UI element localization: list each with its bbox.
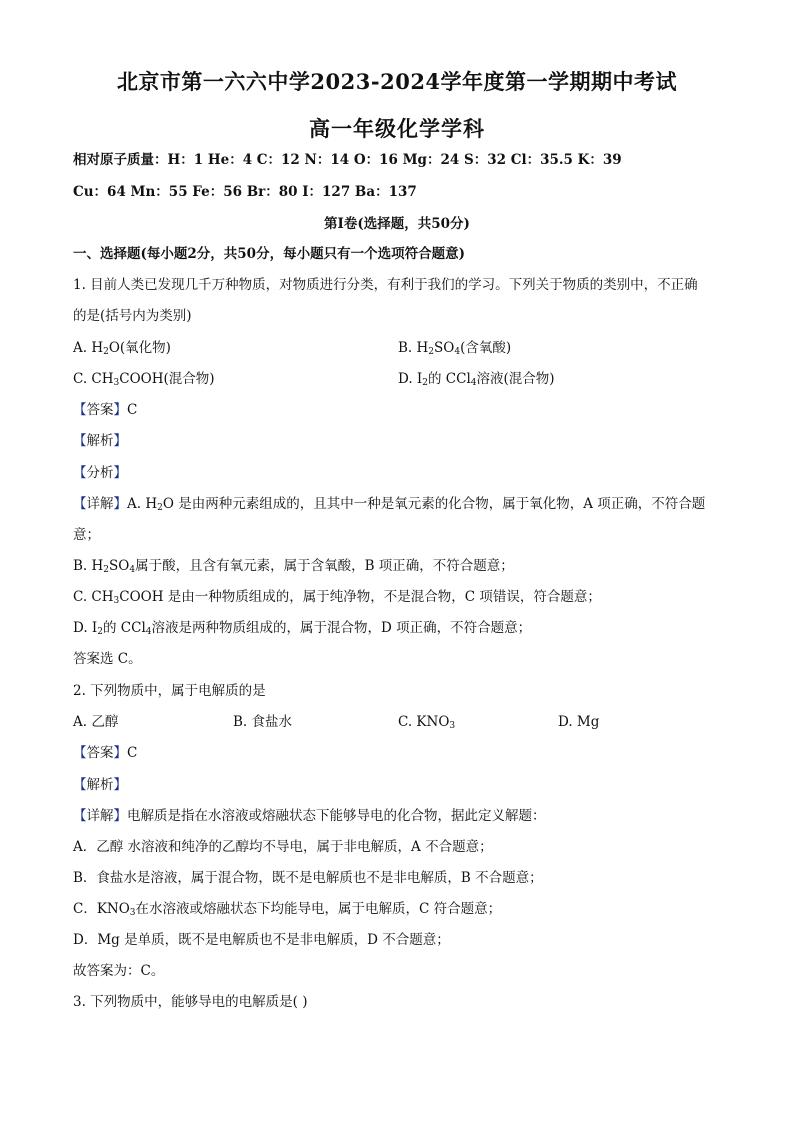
q1-stem-line-1: 1. 目前人类已发现几千万种物质，对物质进行分类，有利于我们的学习。下列关于物质的类别中，不正确 <box>73 277 698 293</box>
fenxi-label: 分析 <box>86 465 114 481</box>
q1-option-d-post: 溶液(混合物) <box>476 371 555 387</box>
q3-stem: 3. 下列物质中，能够导电的电解质是( ) <box>73 994 308 1010</box>
q2-analysis-label <box>73 776 127 794</box>
q1-option-b <box>398 339 511 357</box>
atomic-mass-line-2: Cu：64 Mn：55 Fe：56 Br：80 I：127 Ba：137 <box>73 184 417 200</box>
q1-detail-a-pre: A. H <box>127 496 158 512</box>
bracket-close: 】 <box>113 808 127 824</box>
bracket-open: 【 <box>73 745 87 761</box>
q1-option-d <box>398 370 555 388</box>
q1-analysis-label <box>73 432 127 450</box>
q1-conclusion: 答案选 C。 <box>73 651 142 667</box>
q1-detail-b-post: 属于酸，且含有氧元素，属于含氧酸，B 项正确，不符合题意； <box>135 558 514 574</box>
q1-option-c-post: COOH(混合物) <box>119 371 215 387</box>
exam-title: 北京市第一六六中学2023-2024学年度第一学期期中考试 <box>116 69 678 94</box>
q2-detail-d: D．Mg 是单质，既不是电解质也不是非电解质，D 不合题意； <box>73 932 450 948</box>
bracket-close: 】 <box>113 745 127 761</box>
volume-title: 第Ⅰ卷(选择题，共50分) <box>324 216 470 232</box>
q1-detail-a-line-2: 意； <box>73 527 100 543</box>
answer-label: 答案 <box>86 402 114 418</box>
q2-detail-a: A．乙醇 水溶液和纯净的乙醇均不导电，属于非电解质，A 不合题意； <box>73 839 493 855</box>
q1-detail-b-mid: SO <box>109 558 130 574</box>
bracket-close: 】 <box>113 402 127 418</box>
bracket-open: 【 <box>73 496 87 512</box>
q1-option-d-sub1: 2 <box>422 378 428 388</box>
bracket-close: 】 <box>113 496 127 512</box>
q1-detail-c <box>73 588 601 606</box>
q1-answer-value: C <box>127 402 138 418</box>
bracket-close: 】 <box>113 777 127 793</box>
q1-detail-c-pre: C. CH <box>73 589 114 605</box>
q2-detail-intro-text: 电解质是指在水溶液或熔融状态下能够导电的化合物，据此定义解题： <box>127 808 546 824</box>
q1-option-a-pre: A. H <box>73 340 104 356</box>
q1-detail-d-sub1: 2 <box>97 627 103 637</box>
q1-option-a-sub: 2 <box>103 347 109 357</box>
q1-option-b-sub2: 4 <box>454 347 461 357</box>
bracket-open: 【 <box>73 433 87 449</box>
q2-option-b: B. 食盐水 <box>233 714 293 730</box>
exam-subtitle: 高一年级化学学科 <box>309 116 485 141</box>
q1-option-c-sub: 3 <box>113 378 120 388</box>
q1-detail-b <box>73 557 514 575</box>
q1-detail-c-post: COOH 是由一种物质组成的，属于纯净物，不是混合物，C 项错误，符合题意； <box>119 589 601 605</box>
bracket-open: 【 <box>73 808 87 824</box>
q1-option-d-sub2: 4 <box>470 378 477 388</box>
q1-detail-d <box>73 619 531 637</box>
q1-detail-d-pre: D. I <box>73 620 98 636</box>
q2-option-d: D. Mg <box>558 714 600 730</box>
q1-option-b-sub1: 2 <box>428 347 435 357</box>
q1-option-c-pre: C. CH <box>73 371 114 387</box>
q1-option-d-mid: 的 CCl <box>428 371 471 387</box>
q1-detail-c-sub: 3 <box>113 596 120 606</box>
q1-detail-b-sub1: 2 <box>103 565 110 575</box>
bracket-open: 【 <box>73 777 87 793</box>
q2-option-c-sub: 3 <box>449 721 456 731</box>
analysis-label: 解析 <box>86 777 114 793</box>
q1-option-a-post: O(氧化物) <box>108 340 171 356</box>
q1-option-b-post: (含氧酸) <box>460 340 512 356</box>
part-title: 一、选择题(每小题2分，共50分，每小题只有一个选项符合题意) <box>73 246 465 262</box>
q2-detail-intro <box>73 807 546 825</box>
q2-conclusion: 故答案为：C。 <box>73 963 165 979</box>
q1-fenxi-label <box>73 464 127 482</box>
q2-answer-value: C <box>127 745 138 761</box>
q1-detail-b-sub2: 4 <box>129 565 136 575</box>
q1-detail-a <box>73 495 705 513</box>
q2-stem: 2. 下列物质中，属于电解质的是 <box>73 683 266 699</box>
q1-option-b-mid: SO <box>434 340 455 356</box>
answer-label: 答案 <box>86 745 114 761</box>
bracket-open: 【 <box>73 465 87 481</box>
q2-option-c-pre: C. KNO <box>398 714 450 730</box>
bracket-close: 】 <box>113 433 127 449</box>
q1-stem-line-2: 的是(括号内为类别) <box>73 308 192 324</box>
q1-detail-a-sub: 2 <box>157 503 163 513</box>
analysis-label: 解析 <box>86 433 114 449</box>
q1-detail-b-pre: B. H <box>73 558 104 574</box>
q2-detail-c-pre: C．KNO <box>73 901 130 917</box>
q1-option-c <box>73 370 215 388</box>
q2-detail-c-post: 在水溶液或熔融状态下均能导电，属于电解质，C 符合题意； <box>135 901 502 917</box>
q2-option-c <box>398 713 455 731</box>
q2-detail-c-sub: 3 <box>129 908 136 918</box>
q1-detail-d-mid: 的 CCl <box>103 620 146 636</box>
q2-detail-b: B．食盐水是溶液，属于混合物，既不是电解质也不是非电解质，B 不合题意； <box>73 870 543 886</box>
q1-detail-d-post: 溶液是两种物质组成的，属于混合物，D 项正确，不符合题意； <box>151 620 532 636</box>
bracket-close: 】 <box>113 465 127 481</box>
detail-label: 详解 <box>86 808 114 824</box>
q2-option-a: A. 乙醇 <box>73 714 119 730</box>
q1-detail-d-sub2: 4 <box>145 627 152 637</box>
q1-option-a <box>73 339 171 357</box>
q1-option-d-pre: D. I <box>398 371 423 387</box>
detail-label: 详解 <box>86 496 114 512</box>
q2-detail-c <box>73 900 501 918</box>
q1-detail-a-post: O 是由两种元素组成的，且其中一种是氧元素的化合物，属于氧化物，A 项正确，不符合题 <box>162 496 706 512</box>
atomic-mass-line-1: 相对原子质量：H：1 He：4 C：12 N：14 O：16 Mg：24 S：32 Cl：35.5 K：39 <box>73 152 622 168</box>
q1-option-b-pre: B. H <box>398 340 429 356</box>
q2-answer <box>73 744 137 762</box>
bracket-open: 【 <box>73 402 87 418</box>
q1-answer <box>73 401 137 419</box>
